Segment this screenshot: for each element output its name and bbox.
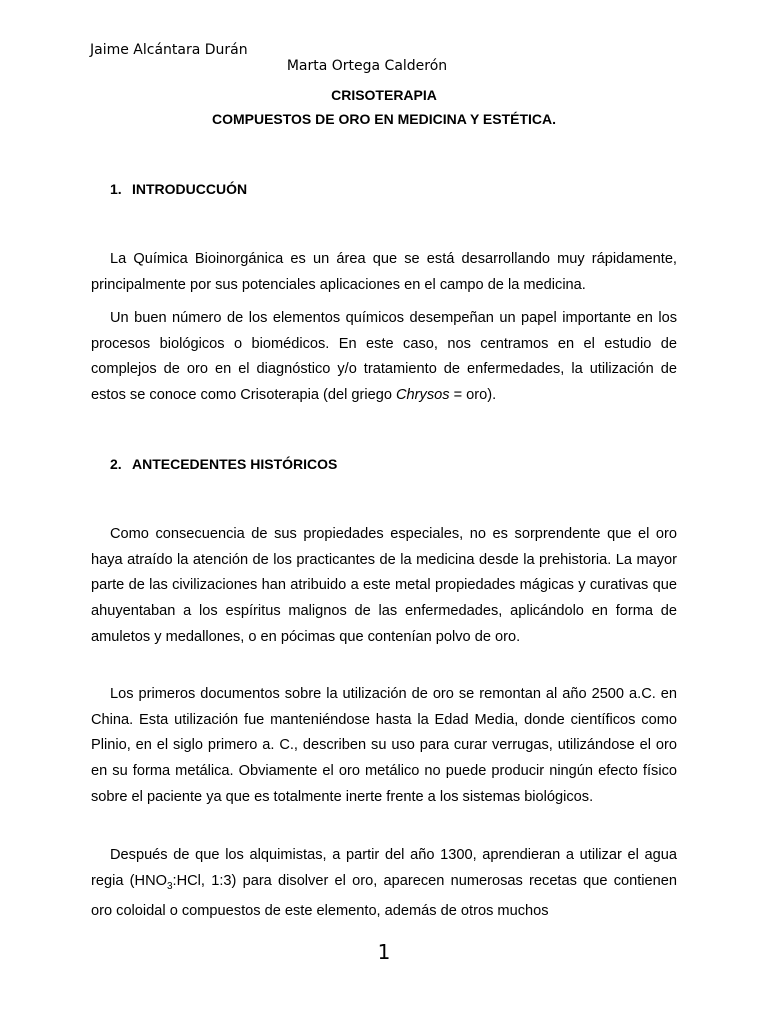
section-number: 1. <box>110 181 122 197</box>
paragraph: Los primeros documentos sobre la utilización de oro se remontan al año 2500 a.C. en China. Esta utilización fue manteniéndose hasta la Edad Media, donde científicos como Plinio, en el siglo primero a. C., describen su uso para curar verrugas, utilizándose el oro en su forma metálica. Obviamente el oro metálico no puede producir ningún efecto físico sobre el paciente ya que es totalmente inerte frente a los sistemas biológicos. <box>91 686 677 805</box>
paragraph-text: :HCl, 1:3) para disolver el oro, aparecen numerosas recetas que contienen oro coloidal o compuestos de este elemento, además de otros muchos <box>91 872 678 920</box>
section-number: 2. <box>110 456 122 472</box>
paragraph: Como consecuencia de sus propiedades especiales, no es sorprendente que el oro haya atraído la atención de los practicantes de la medicina desde la prehistoria. La mayor parte de las civilizaciones han atribuido a este metal propiedades mágicas y curativas que ahuyentaban a los espíritus malignos de las enfermedades, aplicándolo en forma de amuletos y medallones, o en pócimas que contenían polvo de oro. <box>91 526 677 645</box>
paragraph <box>91 306 677 409</box>
section-title: ANTECEDENTES HISTÓRICOS <box>132 456 338 472</box>
section-title: INTRODUCCUÓN <box>132 181 248 197</box>
italic-term: Chrysos <box>396 387 450 404</box>
paragraph-text: = oro). <box>449 387 497 404</box>
paragraph: La Química Bioinorgánica es un área que se está desarrollando muy rápidamente, principalmente por sus potenciales aplicaciones en el campo de la medicina. <box>91 251 677 293</box>
paragraph-text: Un buen número de los elementos químicos desempeñan un papel importante en los procesos biológicos o biomédicos. En este caso, nos centramos en el estudio de complejos de oro en el diagnóstico y/o tratamiento de enfermedades, la utilización de estos se conoce como Crisoterapia (del griego <box>91 310 677 404</box>
paragraph-text: Después de que los alquimistas, a partir del año 1300, aprendieran a utilizar el agua regia (HNO <box>91 847 677 889</box>
document-title: CRISOTERAPIA <box>331 87 437 103</box>
section-heading-antecedentes <box>110 456 337 472</box>
paragraph <box>91 843 677 925</box>
subscript: 3 <box>166 880 173 892</box>
author-name-1: Jaime Alcántara Durán <box>90 42 248 58</box>
document-subtitle: COMPUESTOS DE ORO EN MEDICINA Y ESTÉTICA. <box>211 111 557 127</box>
page-number: 1 <box>377 940 391 964</box>
section-heading-introduccion <box>110 181 247 197</box>
author-name-2: Marta Ortega Calderón <box>286 58 448 74</box>
